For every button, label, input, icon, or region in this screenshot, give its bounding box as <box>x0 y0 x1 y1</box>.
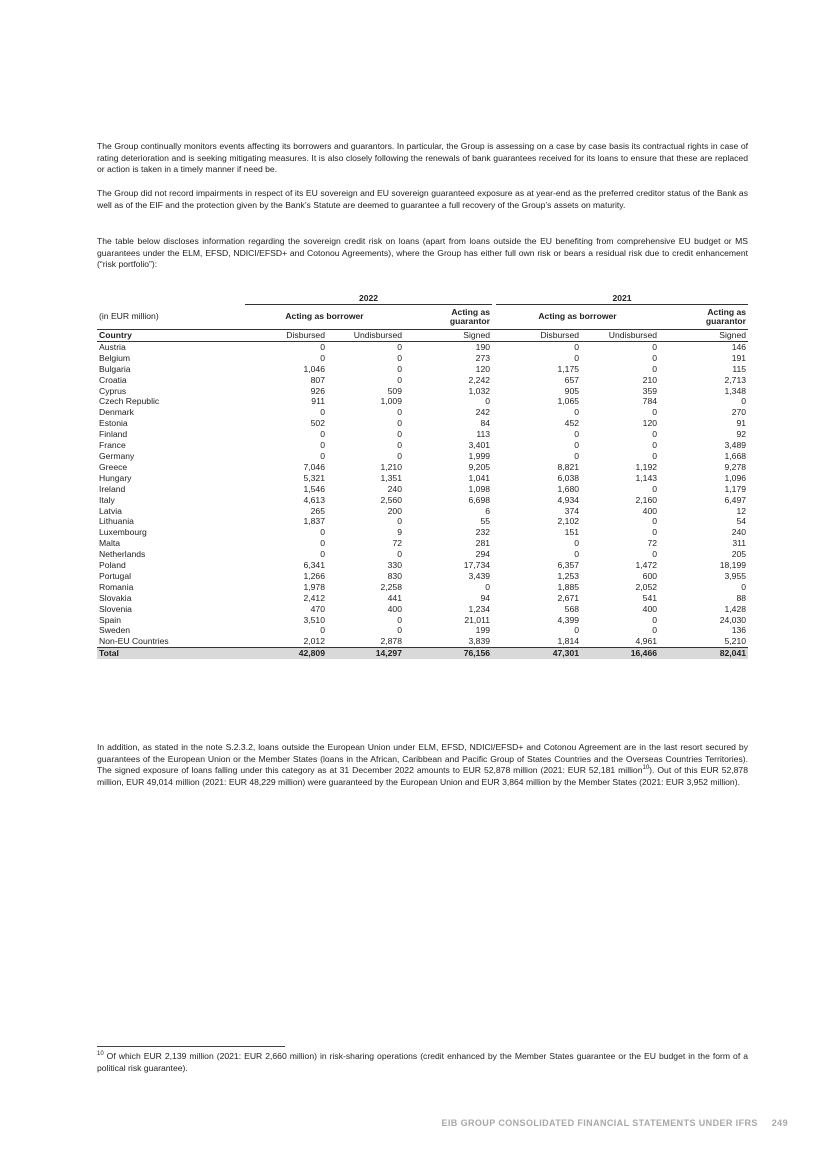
value-cell: 0 <box>574 625 580 636</box>
country-cell: Czech Republic <box>99 396 160 407</box>
value-cell: 18,199 <box>719 560 747 571</box>
value-cell: 273 <box>475 352 491 363</box>
value-cell: 47,301 <box>496 648 581 659</box>
table-row <box>97 625 748 636</box>
value-cell: 0 <box>397 614 402 625</box>
country-cell: Greece <box>99 461 128 472</box>
value-cell: 3,401 <box>468 440 491 451</box>
column-header-row <box>97 330 748 342</box>
value-cell: 2,012 <box>245 636 327 647</box>
country-cell: Poland <box>99 560 126 571</box>
country-cell: Estonia <box>99 418 128 429</box>
borrower-group-2021: Acting as borrower <box>538 311 617 322</box>
value-cell: 2,713 <box>724 374 747 385</box>
value-cell: 265 <box>310 505 325 516</box>
value-cell: 441 <box>387 592 402 603</box>
value-cell: 830 <box>387 570 402 581</box>
country-cell: Portugal <box>99 570 132 581</box>
value-cell: 1,266 <box>303 570 325 581</box>
country-cell: Italy <box>99 494 115 505</box>
value-cell: 0 <box>652 407 658 418</box>
value-cell: 926 <box>310 385 325 396</box>
disbursed-2022-header: Disbursed <box>245 330 327 342</box>
guarantor-label-line1: Acting as <box>707 306 747 317</box>
value-cell: 0 <box>397 549 402 560</box>
country-cell: Cyprus <box>99 385 127 396</box>
year-2022-header: 2022 <box>245 292 492 305</box>
table-row <box>97 341 748 352</box>
value-cell: 42,809 <box>245 648 327 659</box>
value-cell: 0 <box>652 527 658 538</box>
country-cell: Hungary <box>99 472 132 483</box>
table-row <box>97 593 748 604</box>
page-footer <box>442 1118 789 1128</box>
value-cell: 0 <box>320 538 325 549</box>
value-cell: 1,428 <box>724 603 747 614</box>
value-cell: 6,698 <box>468 494 491 505</box>
value-cell: 5,210 <box>659 636 748 647</box>
intro-paragraph-impairments: The Group did not record impairments in respect of its EU sovereign and EU sovereign guaranteed exposure as at year-end as the preferred creditor status of the Bank as well as of the EIF and the protection given by the Bank’s Statute are deemed to guarantee a full recovery of the Group’s assets on maturity. <box>97 188 748 210</box>
country-column-header: Country <box>97 330 245 342</box>
value-cell: 0 <box>574 352 580 363</box>
signed-2021-header: Signed <box>659 330 748 342</box>
value-cell: 2,160 <box>635 494 658 505</box>
undisbursed-2022-header: Undisbursed <box>327 330 404 342</box>
value-cell: 3,955 <box>724 570 747 581</box>
country-cell: Netherlands <box>99 549 146 560</box>
value-cell: 359 <box>642 385 658 396</box>
value-cell: 0 <box>741 396 747 407</box>
value-cell: 0 <box>320 341 325 352</box>
country-cell: Germany <box>99 450 135 461</box>
value-cell: 191 <box>731 352 747 363</box>
value-cell: 1,546 <box>303 483 325 494</box>
footnote <box>97 1051 748 1074</box>
value-cell: 2,052 <box>635 581 658 592</box>
value-cell: 3,439 <box>468 570 491 581</box>
total-row <box>97 648 748 659</box>
value-cell: 242 <box>475 407 491 418</box>
value-cell: 0 <box>397 450 402 461</box>
value-cell: 502 <box>310 418 325 429</box>
value-cell: 0 <box>652 341 658 352</box>
value-cell: 0 <box>397 363 402 374</box>
value-cell: 0 <box>652 363 658 374</box>
value-cell: 311 <box>732 538 747 549</box>
table-row <box>97 538 748 549</box>
country-cell: Finland <box>99 429 128 440</box>
value-cell: 1,096 <box>724 472 747 483</box>
value-cell: 0 <box>574 549 580 560</box>
value-cell: 120 <box>642 418 658 429</box>
footnote-text: Of which EUR 2,139 million (2021: EUR 2,660 million) in risk-sharing operations (credit enhanced by the Member States guarantee or the EU budget in the form of a political risk guarantee). <box>97 1051 748 1073</box>
table-row <box>97 429 748 440</box>
value-cell: 205 <box>731 549 747 560</box>
guarantor-group-2021 <box>659 305 748 330</box>
value-cell: 1,065 <box>557 396 580 407</box>
value-cell: 1,885 <box>557 581 580 592</box>
value-cell: 400 <box>642 603 658 614</box>
value-cell: 1,348 <box>724 385 747 396</box>
table-row <box>97 375 748 386</box>
country-cell: Latvia <box>99 505 122 516</box>
value-cell: 0 <box>320 450 325 461</box>
value-cell: 17,734 <box>463 560 491 571</box>
guarantor-label-line2: guarantor <box>449 316 491 326</box>
signed-2022-header: Signed <box>404 330 492 342</box>
value-cell: 452 <box>564 418 580 429</box>
value-cell: 1,999 <box>468 450 491 461</box>
table-row <box>97 407 748 418</box>
table-row <box>97 396 748 407</box>
country-cell: France <box>99 440 126 451</box>
value-cell: 200 <box>387 505 402 516</box>
table-row <box>97 495 748 506</box>
group-header-row <box>97 305 748 330</box>
value-cell: 14,297 <box>327 648 404 659</box>
value-cell: 6,341 <box>303 560 325 571</box>
value-cell: 2,412 <box>303 592 325 603</box>
value-cell: 3,489 <box>724 440 747 451</box>
value-cell: 0 <box>652 549 658 560</box>
value-cell: 0 <box>397 429 402 440</box>
value-cell: 0 <box>574 538 580 549</box>
value-cell: 1,143 <box>635 472 658 483</box>
country-cell: Belgium <box>99 352 131 363</box>
value-cell: 568 <box>564 603 580 614</box>
value-cell: 0 <box>320 625 325 636</box>
value-cell: 0 <box>574 341 580 352</box>
country-cell: Spain <box>99 614 121 625</box>
value-cell: 657 <box>564 374 580 385</box>
value-cell: 120 <box>475 363 491 374</box>
value-cell: 72 <box>392 538 402 549</box>
table-row <box>97 527 748 538</box>
table-row <box>97 473 748 484</box>
value-cell: 281 <box>475 538 491 549</box>
guarantor-group-2022 <box>404 305 492 330</box>
value-cell: 400 <box>387 603 402 614</box>
value-cell: 136 <box>731 625 747 636</box>
value-cell: 24,030 <box>719 614 747 625</box>
value-cell: 1,192 <box>635 461 658 472</box>
table-row <box>97 451 748 462</box>
value-cell: 0 <box>652 625 658 636</box>
borrower-group-2022: Acting as borrower <box>285 311 364 322</box>
value-cell: 1,175 <box>557 363 580 374</box>
value-cell: 3,510 <box>303 614 325 625</box>
value-cell: 1,009 <box>380 396 402 407</box>
value-cell: 0 <box>320 407 325 418</box>
value-cell: 146 <box>731 341 747 352</box>
value-cell: 0 <box>574 450 580 461</box>
value-cell: 4,934 <box>557 494 580 505</box>
table-row <box>97 506 748 517</box>
value-cell: 0 <box>397 341 402 352</box>
table-row <box>97 484 748 495</box>
value-cell: 294 <box>475 549 491 560</box>
footnote-marker: 10 <box>97 1051 104 1058</box>
value-cell: 2,258 <box>380 581 402 592</box>
value-cell: 905 <box>564 385 580 396</box>
country-cell: Ireland <box>99 483 126 494</box>
value-cell: 9,205 <box>468 461 491 472</box>
guarantor-label-line1: Acting as <box>451 306 491 317</box>
value-cell: 4,399 <box>557 614 580 625</box>
value-cell: 0 <box>652 429 658 440</box>
value-cell: 2,878 <box>327 636 404 647</box>
value-cell: 0 <box>397 418 402 429</box>
disbursed-2021-header: Disbursed <box>496 330 581 342</box>
table-row <box>97 604 748 615</box>
value-cell: 0 <box>485 396 491 407</box>
intro-paragraph-monitoring: The Group continually monitors events affecting its borrowers and guarantors. In particular, the Group is assessing on a case by case basis its contractual rights in case of rating deterioration and is seeking mitigating measures. It is also closely following the renewals of bank guarantees received for its loans to ensure that these are replaced or action is taken in a timely manner if need be. <box>97 141 748 174</box>
value-cell: 76,156 <box>404 648 492 659</box>
value-cell: 240 <box>731 527 747 538</box>
value-cell: 151 <box>564 527 580 538</box>
value-cell: 600 <box>642 570 658 581</box>
value-cell: 82,041 <box>659 648 748 659</box>
value-cell: 8,821 <box>557 461 580 472</box>
value-cell: 199 <box>475 625 491 636</box>
footer-title: EIB GROUP CONSOLIDATED FINANCIAL STATEMENTS UNDER IFRS <box>441 1118 758 1128</box>
value-cell: 0 <box>397 516 402 527</box>
value-cell: 12 <box>736 505 747 516</box>
value-cell: 541 <box>642 592 658 603</box>
table-row <box>97 560 748 571</box>
value-cell: 509 <box>387 385 402 396</box>
value-cell: 1,253 <box>557 570 580 581</box>
value-cell: 0 <box>320 352 325 363</box>
value-cell: 4,961 <box>581 636 659 647</box>
value-cell: 470 <box>310 603 325 614</box>
country-cell: Austria <box>99 341 126 352</box>
value-cell: 0 <box>652 450 658 461</box>
value-cell: 2,242 <box>468 374 491 385</box>
value-cell: 0 <box>485 581 491 592</box>
value-cell: 1,837 <box>303 516 325 527</box>
value-cell: 1,046 <box>303 363 325 374</box>
value-cell: 2,671 <box>557 592 580 603</box>
value-cell: 84 <box>480 418 491 429</box>
value-cell: 55 <box>480 516 491 527</box>
value-cell: 374 <box>564 505 580 516</box>
table-row <box>97 571 748 582</box>
value-cell: 21,011 <box>464 614 491 625</box>
unit-label: (in EUR million) <box>99 311 159 322</box>
table-row <box>97 549 748 560</box>
value-cell: 72 <box>647 538 658 549</box>
country-cell: Slovenia <box>99 603 132 614</box>
value-cell: 784 <box>642 396 658 407</box>
p4-text-start: In addition, as stated in the note S.2.3.2, loans outside the European Union under ELM, EFSD, NDICI/EFSD+ and Cotonou Agreement are in the last resort secured by guarantees of the European Union or the Member States (loans in the African, Caribbean and Pacific Group of States Countries and the Overseas Countries Territories). The signed exposure of loans falling under this category as at 31 December 2022 amounts to EUR 52,878 million (2021: EUR 52,181 million <box>97 742 748 775</box>
value-cell: 88 <box>736 592 747 603</box>
value-cell: 0 <box>397 440 402 451</box>
country-cell: Romania <box>99 581 134 592</box>
value-cell: 1,472 <box>635 560 658 571</box>
sovereign-risk-table <box>97 292 748 659</box>
value-cell: 2,102 <box>557 516 580 527</box>
table-row <box>97 418 748 429</box>
table-row <box>97 462 748 473</box>
footnote-reference: 10 <box>642 765 650 772</box>
table-row <box>97 636 748 647</box>
value-cell: 6,038 <box>557 472 580 483</box>
value-cell: 807 <box>310 374 325 385</box>
value-cell: 330 <box>387 560 402 571</box>
value-cell: 6,357 <box>557 560 580 571</box>
value-cell: 270 <box>731 407 747 418</box>
value-cell: 400 <box>642 505 658 516</box>
country-cell: Denmark <box>99 407 134 418</box>
value-cell: 1,032 <box>468 385 491 396</box>
value-cell: 54 <box>736 516 747 527</box>
value-cell: 1,179 <box>724 483 747 494</box>
value-cell: 210 <box>642 374 658 385</box>
value-cell: 5,321 <box>303 472 325 483</box>
value-cell: 0 <box>652 352 658 363</box>
value-cell: 0 <box>320 429 325 440</box>
value-cell: 0 <box>397 407 402 418</box>
value-cell: 4,613 <box>303 494 325 505</box>
value-cell: 92 <box>736 429 747 440</box>
table-row <box>97 364 748 375</box>
value-cell: 1,041 <box>468 472 491 483</box>
page-number: 249 <box>771 1118 788 1128</box>
value-cell: 91 <box>736 418 747 429</box>
value-cell: 1,978 <box>303 581 325 592</box>
value-cell: 0 <box>320 440 325 451</box>
country-cell: Malta <box>99 538 121 549</box>
value-cell: 0 <box>320 527 325 538</box>
undisbursed-2021-header: Undisbursed <box>581 330 659 342</box>
country-cell: Total <box>97 648 245 659</box>
additional-guarantees-paragraph <box>97 742 748 788</box>
table-row <box>97 516 748 527</box>
value-cell: 0 <box>741 581 747 592</box>
value-cell: 1,680 <box>557 483 580 494</box>
value-cell: 9 <box>397 527 402 538</box>
value-cell: 0 <box>652 483 658 494</box>
value-cell: 0 <box>397 352 402 363</box>
intro-paragraph-table-description: The table below discloses information regarding the sovereign credit risk on loans (apart from loans outside the EU benefiting from comprehensive EU budget or MS guarantees under the ELM, EFSD, NDICI/EFSD+ and Cotonou Agreements), where the Group has either full own risk or bears a residual risk due to credit enhancement (“risk portfolio”): <box>97 236 748 269</box>
country-cell: Non-EU Countries <box>97 636 245 647</box>
table-row <box>97 386 748 397</box>
country-cell: Lithuania <box>99 516 134 527</box>
table-row <box>97 440 748 451</box>
country-cell: Sweden <box>99 625 131 636</box>
year-2021-header: 2021 <box>496 292 748 305</box>
value-cell: 1,098 <box>468 483 491 494</box>
value-cell: 3,839 <box>404 636 492 647</box>
value-cell: 1,814 <box>496 636 581 647</box>
footnote-divider <box>97 1046 285 1047</box>
table-row <box>97 353 748 364</box>
country-cell: Bulgaria <box>99 363 131 374</box>
country-cell: Croatia <box>99 374 127 385</box>
value-cell: 94 <box>480 592 491 603</box>
country-cell: Luxembourg <box>99 527 147 538</box>
value-cell: 113 <box>476 429 491 440</box>
value-cell: 1,351 <box>380 472 402 483</box>
value-cell: 1,234 <box>468 603 491 614</box>
value-cell: 911 <box>311 396 325 407</box>
value-cell: 7,046 <box>303 461 325 472</box>
value-cell: 0 <box>652 440 658 451</box>
value-cell: 16,466 <box>581 648 659 659</box>
table-row <box>97 615 748 626</box>
value-cell: 1,210 <box>380 461 402 472</box>
value-cell: 0 <box>652 516 658 527</box>
value-cell: 9,278 <box>724 461 747 472</box>
value-cell: 115 <box>732 363 747 374</box>
value-cell: 232 <box>475 527 491 538</box>
value-cell: 0 <box>320 549 325 560</box>
value-cell: 0 <box>652 614 658 625</box>
value-cell: 1,668 <box>724 450 747 461</box>
value-cell: 240 <box>387 483 402 494</box>
country-cell: Slovakia <box>99 592 132 603</box>
value-cell: 190 <box>475 341 491 352</box>
value-cell: 0 <box>574 440 580 451</box>
p4-text-end: ). Out of this EUR 52,878 million, EUR 49,014 million (2021: EUR 48,229 million) were guaranteed by the European Union and EUR 3,864 million by the Member States (2021: EUR 3,952 million). <box>97 765 748 787</box>
value-cell: 6,497 <box>724 494 747 505</box>
value-cell: 2,560 <box>380 494 402 505</box>
value-cell: 0 <box>397 374 402 385</box>
table-row <box>97 582 748 593</box>
guarantor-label-line2: guarantor <box>705 316 747 326</box>
value-cell: 6 <box>485 505 491 516</box>
year-header-row <box>97 292 748 305</box>
value-cell: 0 <box>397 625 402 636</box>
value-cell: 0 <box>574 407 580 418</box>
value-cell: 0 <box>574 429 580 440</box>
